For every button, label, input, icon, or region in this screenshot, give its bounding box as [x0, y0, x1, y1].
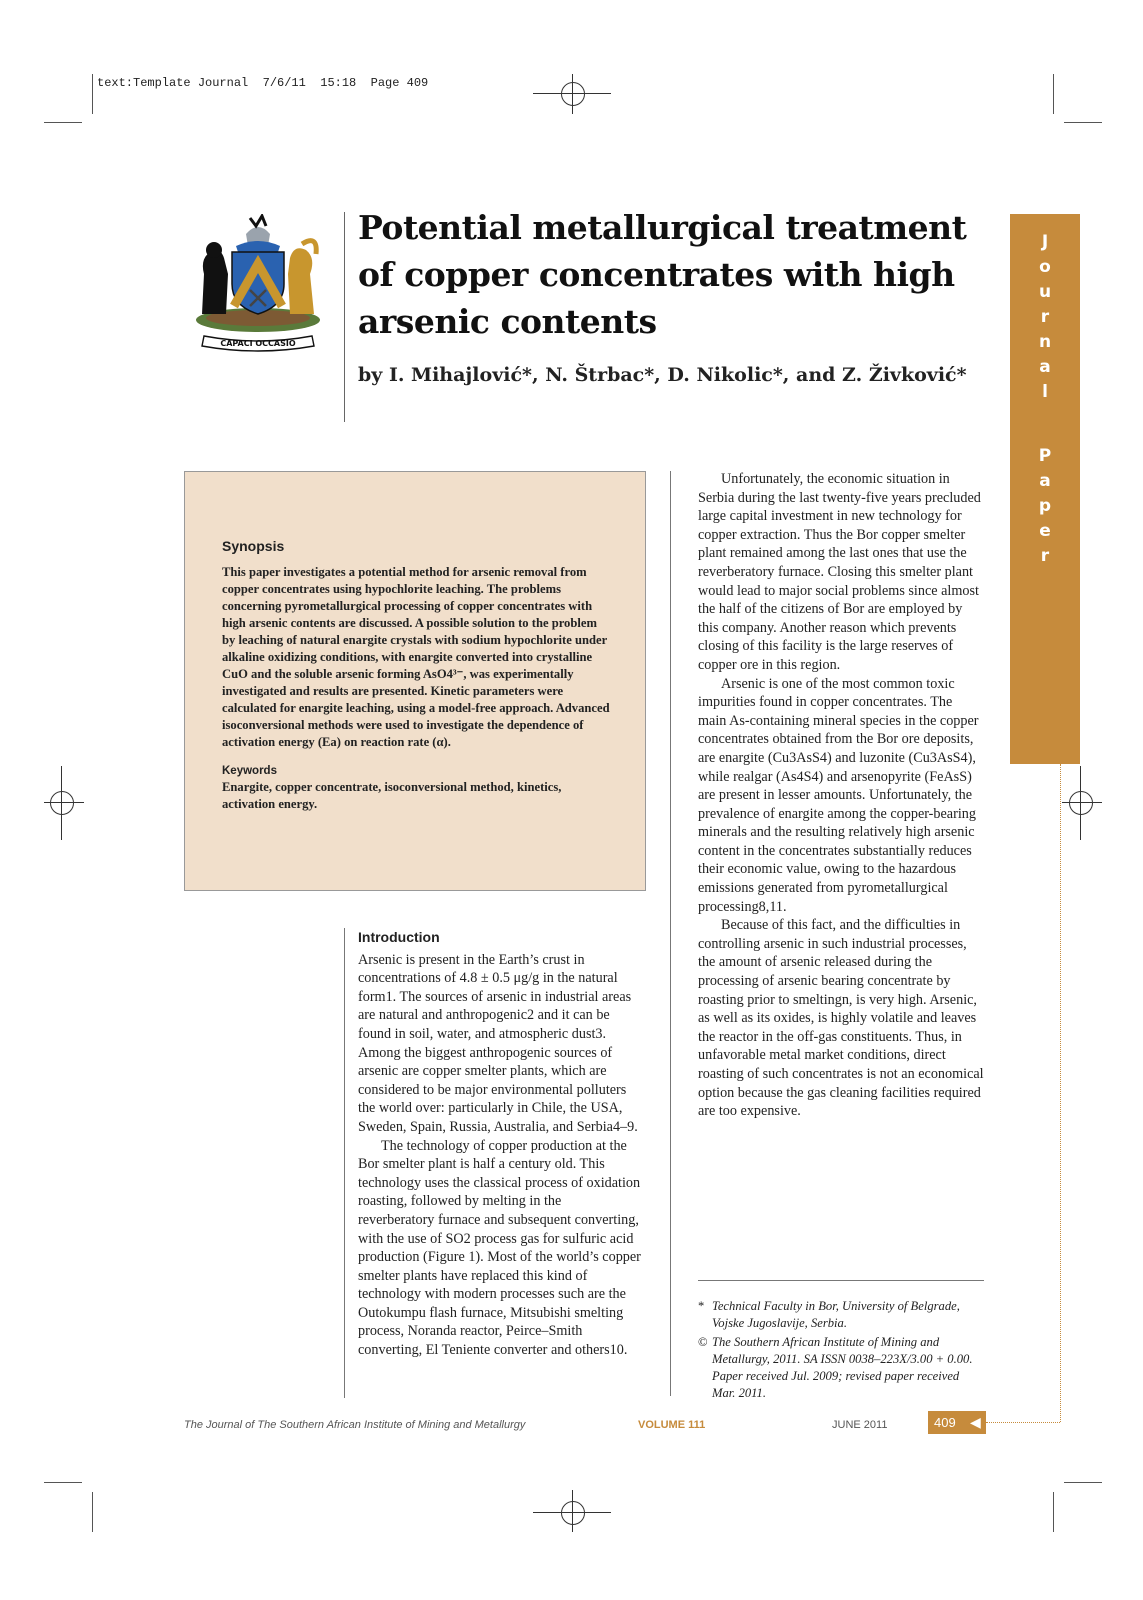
right-column-text [698, 470, 984, 1121]
keywords-text: Enargite, copper concentrate, isoconversional method, kinetics, activation energy. [222, 780, 562, 811]
crop-mark [1053, 74, 1054, 114]
sidebar-dotted-rule [1060, 764, 1061, 1422]
left-column-rule [344, 928, 345, 1398]
introduction-section [358, 928, 641, 1360]
synopsis-content [222, 538, 612, 813]
introduction-paragraph-1: Arsenic is present in the Earth’s crust in concentrations of 4.8 ± 0.5 μg/g in the natural form1. The sources of arsenic in industrial areas are natural and anthropogenic2 and it can be found in soil, water, and atmospheric dust3. Among the biggest anthropogenic sources of arsenic are copper smelter plants, which are considered to be major environmental polluters the world over: particularly in Chile, the USA, Sweden, Spain, Russia, Australia, and Serbia4–9. [358, 951, 638, 1135]
crop-mark [1064, 1482, 1102, 1483]
footer-date: JUNE 2011 [832, 1419, 888, 1431]
crop-mark [92, 1492, 93, 1532]
footnotes [698, 1298, 984, 1404]
footnote-copyright-mark: © [698, 1335, 708, 1349]
sidebar-word-paper: P a p e r [1038, 446, 1052, 566]
column-divider [670, 471, 671, 1396]
introduction-heading: Introduction [358, 929, 440, 945]
body-paragraph-2: Arsenic is one of the most common toxic impurities found in copper concentrates. The main As-containing mineral species in the copper concentrates obtained from the Bor ore deposits, are enargite (Cu3AsS4) and luzonite (Cu3AsS4), while realgar (As4S4) and arsenopyrite (FeAsS) are present in lesser amounts. Unfortunately, the prevalence of enargite among the copper-bearing minerals and the resulting relatively high arsenic content in the concentrates substantially reduces their economic value, owing to the hazardous emissions generated from pyrometallurgical processing8,11. [698, 675, 979, 915]
keywords-heading: Keywords [222, 765, 277, 777]
footnote-affiliation [698, 1298, 984, 1332]
synopsis-heading: Synopsis [222, 538, 285, 554]
footnote-star-mark: * [698, 1299, 705, 1313]
footnote-copyright-text: The Southern African Institute of Mining and Metallurgy, 2011. SA ISSN 0038–223X/3.00 + 0.00. Paper received Jul. 2009; revised paper received Mar. 2011. [712, 1335, 973, 1400]
header-divider [344, 212, 345, 422]
article-title: Potential metallurgical treatment of copper concentrates with high arsenic contents [358, 208, 967, 341]
crop-mark [44, 1482, 82, 1483]
body-paragraph-3: Because of this fact, and the difficulties in controlling arsenic in such industrial processes, the amount of arsenic released during the processing of arsenic bearing concentrate by roasting prior to smeltingn, is very high. Arsenic, as well as its oxides, is highly volatile and leaves the reactor in the off-gas constituents. Thus, in unfavorable metal market conditions, direct roasting of such concentrates is not an economical option because the gas cleaning facilities required are too expensive. [698, 917, 984, 1120]
institute-coat-of-arms-logo [190, 214, 326, 356]
crop-mark [1053, 1492, 1054, 1532]
introduction-paragraph-2: The technology of copper production at the Bor smelter plant is half a century old. This technology uses the classical process of oxidation roasting, followed by melting in the reverberatory furnace and subsequent converting, with the use of SO2 process gas for sulfuric acid production (Figure 1). Most of the world’s copper smelter plants have replaced this kind of technology with modern processes such are the Outokumpu flash furnace, Mitsubishi smelting process, Noranda reactor, Peirce–Smith converting, El Teniente converter and others10. [358, 1137, 641, 1359]
synopsis-text: This paper investigates a potential method for arsenic removal from copper concentrates using hypochlorite leaching. The problems concerning pyrometallurgical processing of copper concentrates with high arsenic contents are discussed. A possible solution to the problem by leaching of natural enargite crystals with sodium hypochlorite under alkaline oxidizing conditions, with enargite converted into crystalline CuO and the soluble arsenic forming AsO4³⁻, was experimentally investigated and results are presented. Kinetic parameters were calculated for enargite leaching, using a model-free approach. Advanced isoconversional methods were used to investigate the dependence of activation energy (Ea) on reaction rate (α). [222, 565, 610, 749]
body-paragraph-1: Unfortunately, the economic situation in Serbia during the last twenty-five years precluded large capital investment in new technology for copper extraction. Thus the Bor copper smelter plant remained among the last ones that use the reverberatory furnace. Closing this smelter plant would lead to major social problems since almost the half of the citizens of Bor are employed by this company. Another reason which prevents closing of this facility is the large reserves of copper ore in this region. [698, 471, 981, 673]
footer-dotted-rule [986, 1422, 1060, 1423]
footer-volume: VOLUME 111 [638, 1419, 706, 1431]
footnote-affiliation-text: Technical Faculty in Bor, University of Belgrade, Vojske Jugoslavije, Serbia. [712, 1299, 960, 1330]
crop-mark [92, 74, 93, 114]
footnote-rule [698, 1280, 984, 1281]
journal-paper-sidebar [1010, 214, 1080, 764]
footnote-copyright [698, 1334, 984, 1402]
logo-motto: CAPACI OCCASIO [220, 339, 296, 348]
article-authors: by I. Mihajlović*, N. Štrbac*, D. Nikolic*, and Z. Živković* [358, 364, 967, 386]
print-slug: text:Template Journal 7/6/11 15:18 Page 409 [97, 76, 429, 90]
crop-mark [1064, 122, 1102, 123]
page-number-box [928, 1411, 986, 1434]
crop-mark [44, 122, 82, 123]
page-arrow-icon: ◀ [970, 1414, 981, 1430]
synopsis-box [184, 471, 646, 891]
footer-journal-name: The Journal of The Southern African Institute of Mining and Metallurgy [184, 1419, 526, 1431]
page-number: 409 [934, 1415, 956, 1430]
sidebar-word-journal: J o u r n a l [1038, 232, 1052, 402]
